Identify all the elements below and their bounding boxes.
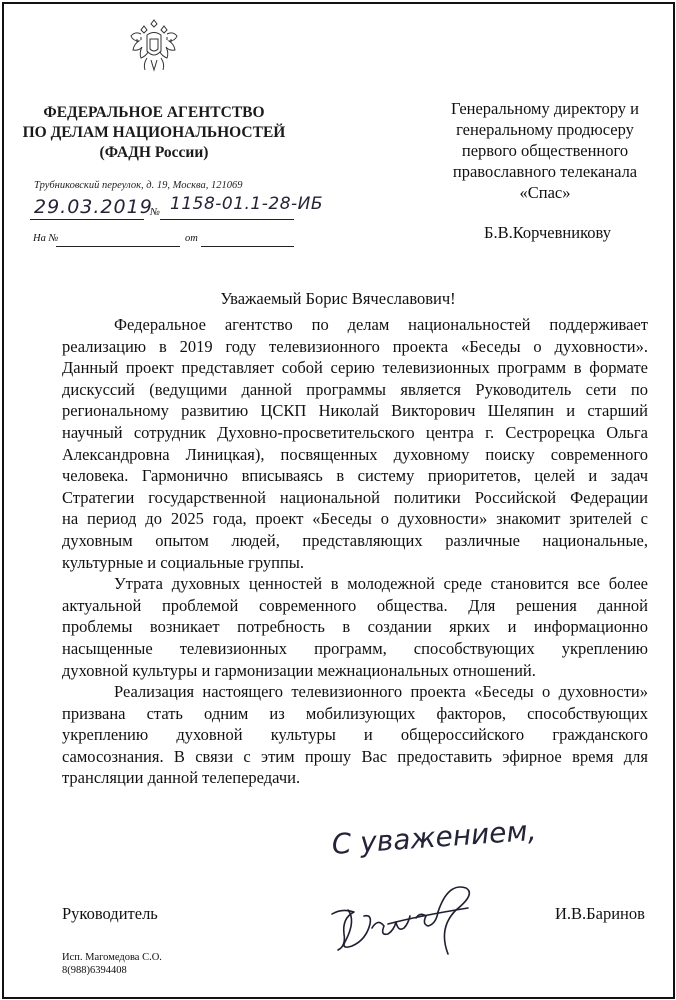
body-line: Стратегии государственной национальной политики Российской Федерации (62, 487, 648, 507)
signer-position: Руководитель (62, 904, 158, 923)
body-line: актуальной проблемой современного общества. Для решения данной (62, 595, 648, 615)
sender-agency (10, 103, 298, 163)
executor-phone: 8(988)6394408 (62, 965, 127, 976)
agency-line-1: ФЕДЕРАЛЬНОЕ АГЕНТСТВО (43, 104, 265, 121)
agency-line-3: (ФАДН России) (99, 144, 209, 161)
reference-number-line (56, 246, 180, 247)
coat-of-arms-emblem (127, 18, 181, 76)
reference-number-label: На № (33, 233, 59, 244)
signer-name: И.В.Баринов (555, 904, 645, 923)
agency-line-2: ПО ДЕЛАМ НАЦИОНАЛЬНОСТЕЙ (22, 124, 286, 141)
body-line: Федеральное агентство по делам национальностей поддерживает (114, 315, 648, 334)
recipient-name: Б.В.Корчевникову (484, 223, 611, 242)
reference-date-line (201, 246, 294, 247)
registration-number-label: № (150, 207, 160, 218)
recipient-line-4: православного телеканала (452, 162, 638, 181)
body-line: человека. Гармонично вписываясь в систему приоритетов, целей и задач (62, 466, 648, 486)
salutation: Уважаемый Борис Вячеславович! (220, 289, 456, 308)
handwritten-closing: С уважением, (330, 813, 538, 861)
recipient-line-5: «Спас» (519, 183, 571, 202)
recipient-block (430, 98, 660, 203)
sender-address: Трубниковский переулок, д. 19, Москва, 121069 (34, 180, 243, 191)
body-line: культурные и социальные группы. (62, 552, 304, 572)
body-line: трансляции данной телепередачи. (62, 768, 301, 788)
recipient-line-1: Генеральному директору и (451, 99, 639, 118)
body-line: Данный проект представляет собой серию телевизионных программ в формате (62, 358, 648, 378)
body-line: Александровна Линицкая), посвященных духовному поиску современного (62, 444, 648, 464)
body-line: призвана стать одним из мобилизующих факторов, способствующих (62, 703, 648, 723)
body-line: проблемы возникает потребность в создании ярких и информационно (62, 617, 648, 637)
body-line: научный сотрудник Духовно-просветительского центра г. Сестрорецка Ольга (62, 422, 648, 442)
body-line: укреплению духовной культуры и общероссийского гражданского (62, 725, 648, 745)
body-line: дискуссий (ведущими данной программы является Руководитель сети по (62, 379, 648, 399)
letter-body (62, 314, 648, 789)
handwritten-signature (328, 884, 480, 960)
body-line: реализацию в 2019 году телевизионного проекта «Беседы о духовности». (62, 336, 648, 356)
number-underline (160, 219, 294, 220)
registration-date: 29.03.2019 (34, 196, 153, 218)
registration-number: 1158-01.1-28-ИБ (170, 194, 324, 214)
body-line: Утрата духовных ценностей в молодежной среде становится все более (114, 574, 648, 594)
body-line: Реализация настоящего телевизионного проекта «Беседы о духовности» (114, 682, 648, 702)
recipient-line-2: генеральному продюсеру (456, 120, 634, 139)
executor-name: Исп. Магомедова С.О. (62, 952, 162, 963)
body-line: региональному развитию ЦСКП Николай Викторович Шеляпин и старший (62, 401, 648, 421)
executor-info (62, 951, 162, 977)
body-line: самосознания. В связи с этим прошу Вас предоставить эфирное время для (62, 746, 648, 766)
reference-date-label: от (185, 233, 198, 244)
date-underline (30, 219, 144, 220)
body-line: духовным опытом людей, представляющих различные национальные, (62, 530, 648, 550)
body-line: духовной культуры и гармонизации межнациональных отношений. (62, 660, 536, 680)
recipient-line-3: первого общественного (461, 141, 629, 160)
body-line: на период до 2025 года, проект «Беседы о духовности» знакомит зрителей с (62, 509, 648, 529)
body-line: насыщенные телевизионных программ, способствующих укреплению (62, 638, 648, 658)
